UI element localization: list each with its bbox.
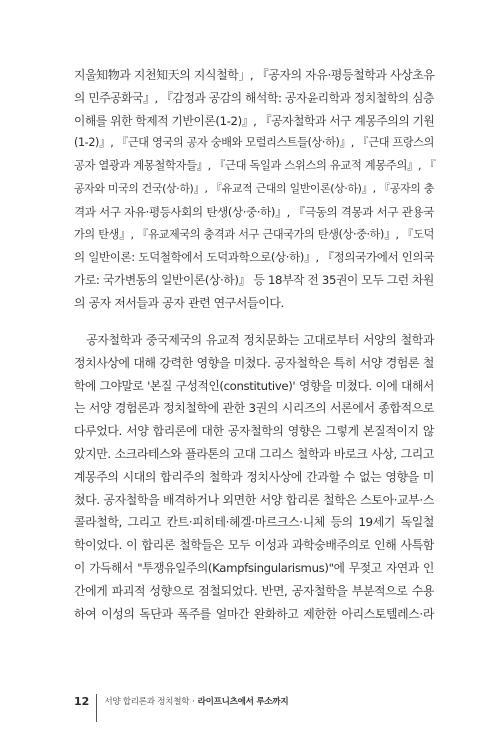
text-line: 의 공자 저서들과 공자 관련 연구서들이다. [74, 295, 284, 310]
text-line: 격과 서구 자유·평등사회의 탄생(상·중·하)』, 『극동의 격몽과 서구 관용국 [74, 204, 434, 219]
text-line: 학이었다. 이 합리론 철학들은 모두 이성과 과학숭배주의로 인해 사특함 [74, 538, 434, 553]
text-line: 이해를 위한 학제적 기반이론(1-2)』, 『공자철학과 서구 계몽주의의 기원 [74, 113, 435, 128]
text-line: 간에게 파괴적 성향으로 점철되었다. 반면, 공자철학을 부분적으로 수용 [74, 583, 434, 598]
text-line: 학에 그야말로 '본질 구성적인(constitutive)' 영향을 미쳤다. 이에 대해서 [74, 378, 434, 393]
page-number: 12 [74, 694, 90, 708]
text-line: 콜라철학, 그리고 칸트·피히테·헤겔·마르크스·니체 등의 19세기 독일철 [74, 515, 434, 530]
text-line: 쳤다. 공자철학을 배격하거나 외면한 서양 합리론 철학은 스토아·교부·스 [74, 492, 434, 507]
text-line: 공자 열광과 계몽철학자들』, 『근대 독일과 스위스의 유교적 계몽주의』, 『 [74, 159, 436, 173]
book-title: 서양 합리론과 정치철학 [104, 697, 190, 707]
page-footer [74, 693, 288, 709]
text-line: 정치사상에 대해 강력한 영향을 미쳤다. 공자철학은 특히 서양 경험론 철 [74, 355, 434, 370]
text-line: (1-2)』, 『근대 영국의 공자 숭배와 모럴리스트들(상·하)』, 『근대 프랑스의 [74, 136, 434, 150]
text-line: 하여 이성의 독단과 폭주를 얼마간 완화하고 제한한 아리스토텔레스·라 [74, 606, 434, 621]
running-head-separator: · [192, 697, 195, 707]
text-line: 이 가득해서 "투쟁유일주의(Kampfsingularismus)"에 무젖고 자연과 인 [74, 560, 434, 575]
text-line: 공자와 미국의 건국(상·하)』, 『유교적 근대의 일반이론(상·하)』, 『공자의 충 [74, 181, 434, 195]
text-line: 공자철학과 중국제국의 유교적 정치문화는 고대로부터 서양의 철학과 [74, 333, 434, 347]
text-line: 지울知物과 지천知天의 지식철학」, 『공자의 자유·평등철학과 사상초유 [74, 68, 435, 82]
text-line: 계몽주의 시대의 합리주의 철학과 정치사상에 간과할 수 없는 영향을 미 [74, 469, 434, 484]
paragraph-2 [74, 329, 434, 625]
text-line: 가로: 국가변동의 일반이론(상·하)』 등 18부작 전 35권이 모두 그런 차원 [74, 273, 434, 288]
text-line: 의 일반이론: 도덕철학에서 도덕과학으로(상·하)』, 『정의국가에서 인의국 [74, 250, 434, 265]
paragraph-1 [74, 64, 434, 315]
text-line: 가의 탄생』, 『유교제국의 충격과 서구 근대국가의 탄생(상·중·하)』, 『도덕 [74, 227, 434, 241]
text-line: 의 민주공화국』, 『감정과 공감의 해석학: 공자윤리학과 정치철학의 심층 [74, 90, 434, 105]
text-line: 는 서양 경험론과 정치철학에 관한 3권의 시리즈의 서론에서 종합적으로 [74, 401, 434, 416]
book-subtitle: 라이프니츠에서 루소까지 [197, 697, 289, 707]
footer-divider [96, 694, 97, 722]
text-line: 다루었다. 서양 합리론에 대한 공자철학의 영향은 그렇게 본질적이지 않 [74, 424, 434, 439]
text-line: 았지만. 소크라테스와 플라톤의 고대 그리스 철학과 바로크 사상, 그리고 [74, 446, 434, 461]
running-head [104, 695, 288, 707]
